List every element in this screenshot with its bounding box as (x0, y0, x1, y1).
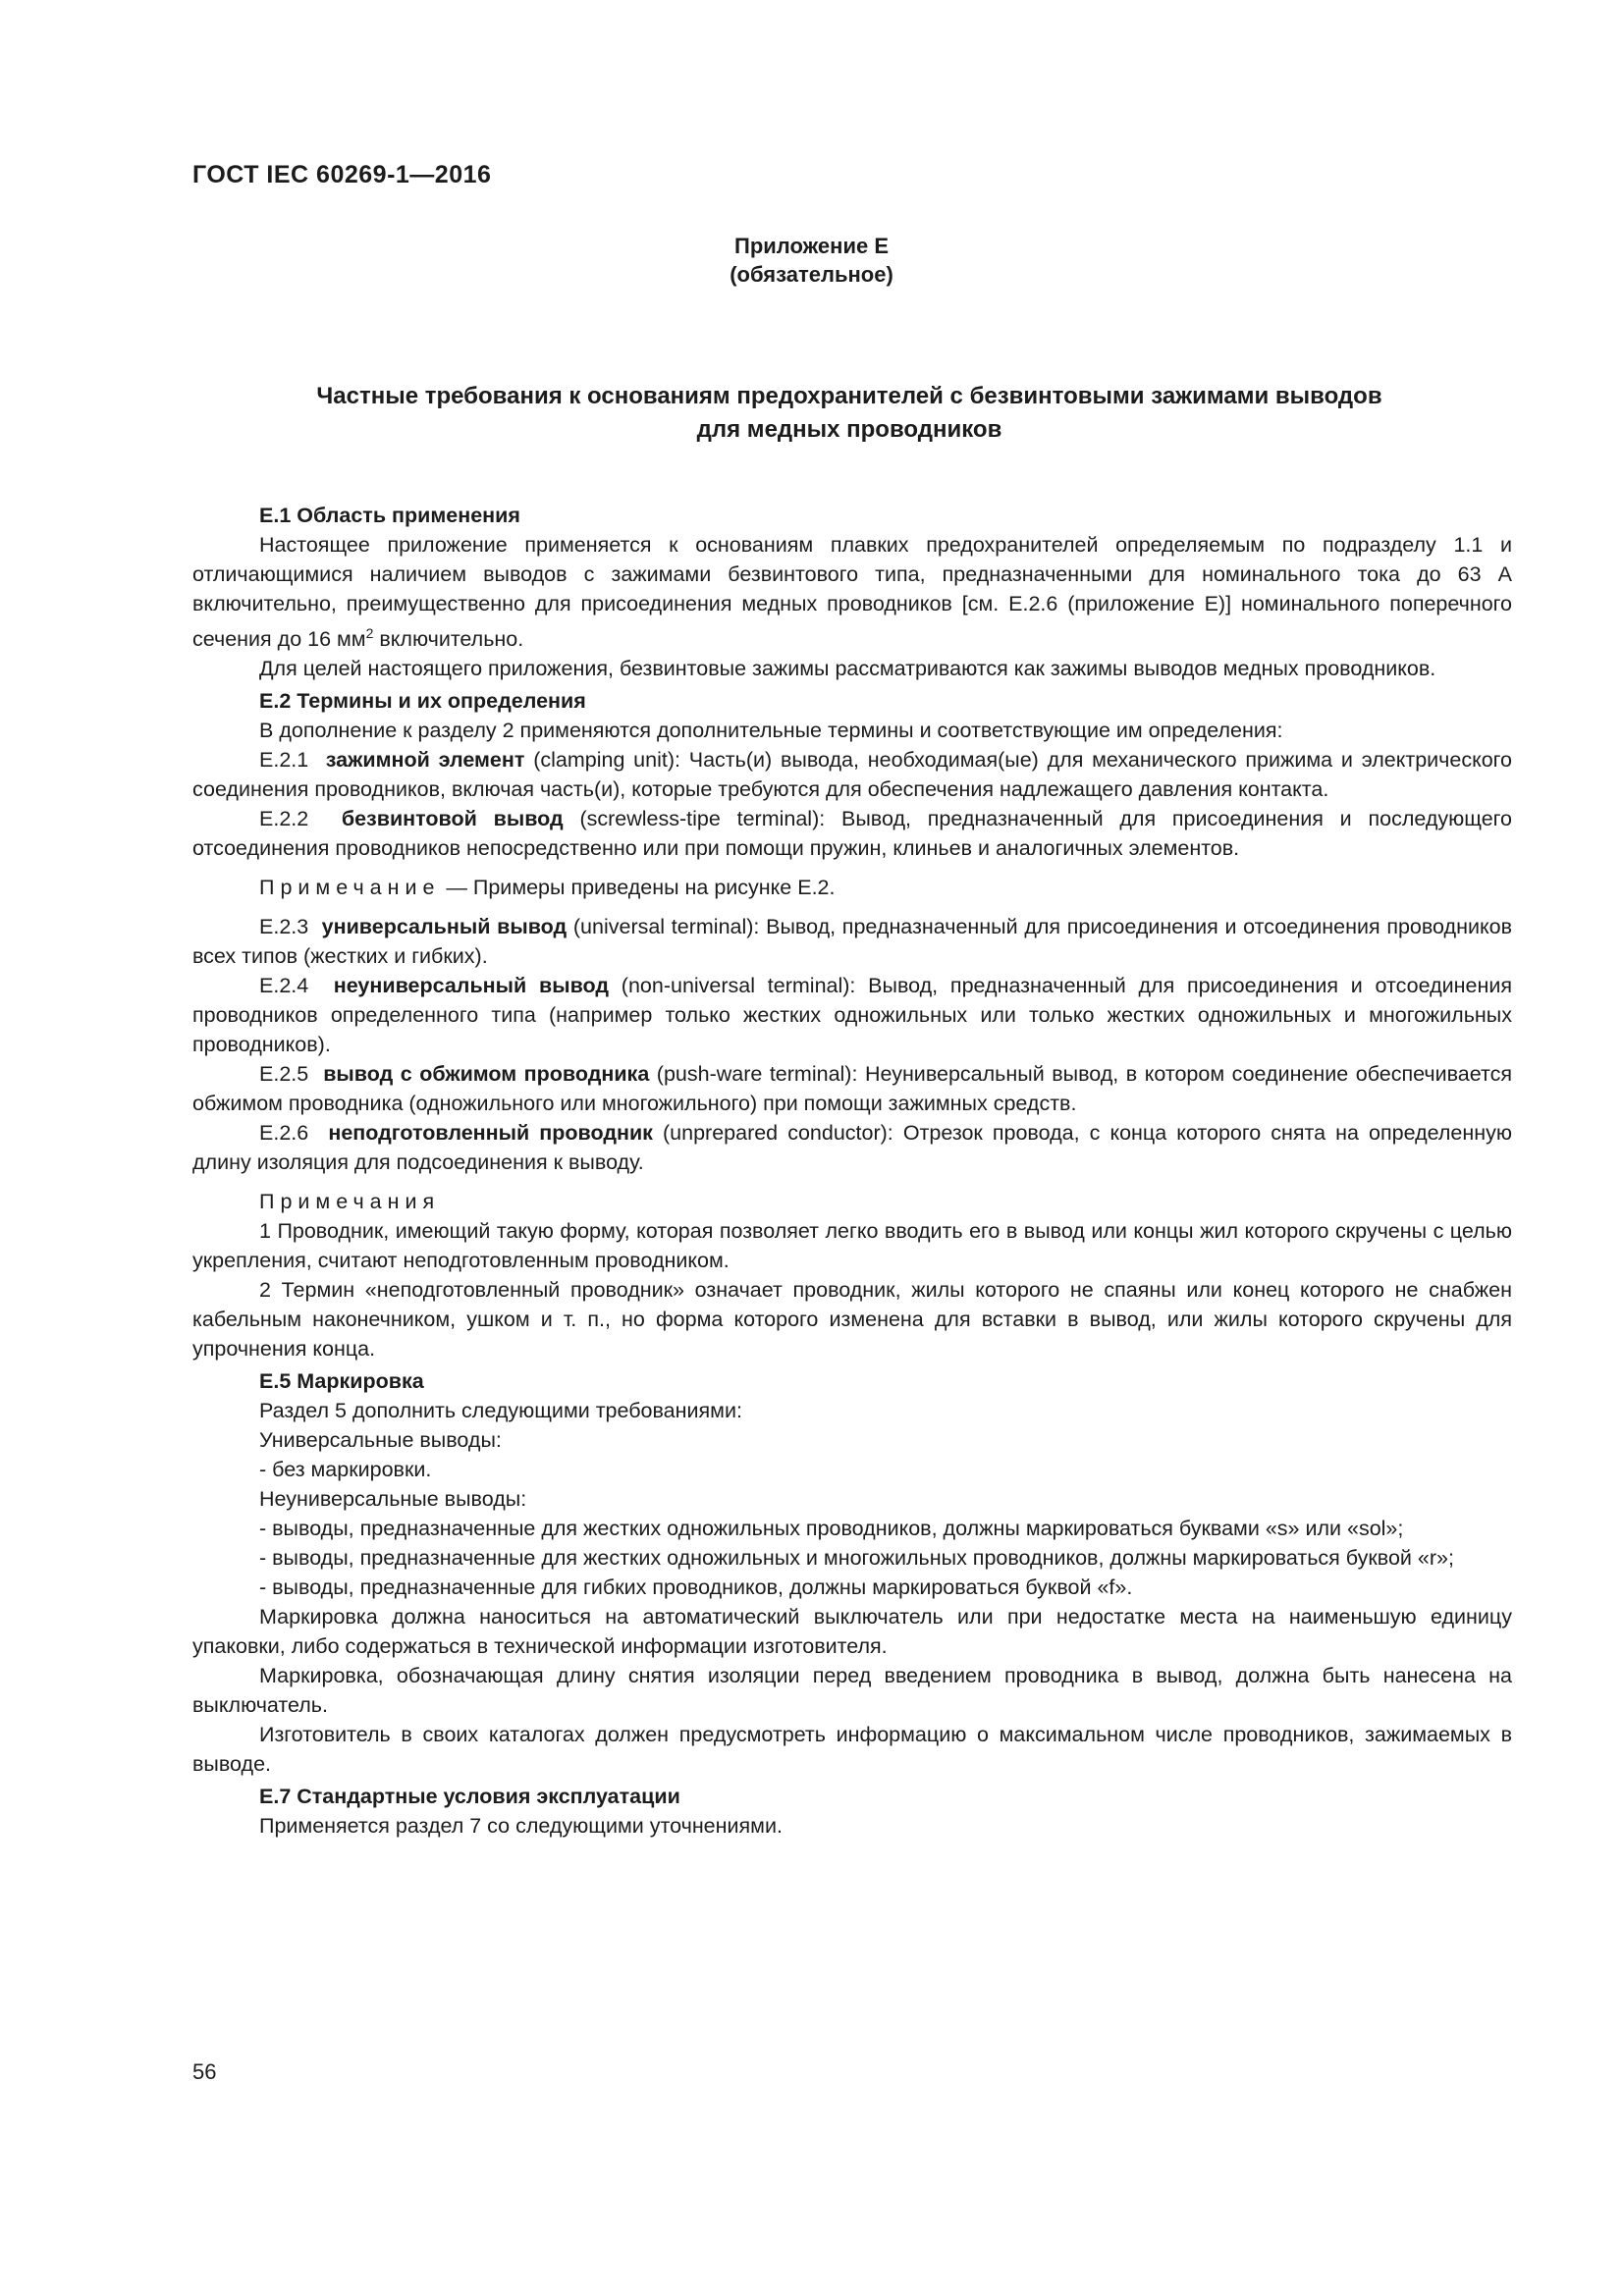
section-heading-e5: Е.5 Маркировка (259, 1369, 424, 1394)
section-heading-e2: Е.2 Термины и их определения (259, 689, 586, 714)
e5-paragraph-2: Маркировка, обозначающая длину снятия изоляции перед введением проводника в вывод, должна быть нанесена на выключатель. (192, 1664, 1512, 1718)
e5-line-4: Неуниверсальные выводы: (259, 1487, 527, 1512)
section-heading-e7: Е.7 Стандартные условия эксплуатации (259, 1785, 680, 1809)
e5-line-2: Универсальные выводы: (259, 1428, 502, 1453)
paragraph-e1-purpose: Для целей настоящего приложения, безвинтовые зажимы рассматриваются как зажимы выводов медных проводников. (259, 657, 1436, 681)
section-heading-e1: Е.1 Область применения (259, 504, 520, 527)
annex-heading-line-2: для медных проводников (696, 416, 1002, 443)
page-number: 56 (192, 2059, 217, 2084)
e5-line-5: - выводы, предназначенные для жестких одножильных проводников, должны маркироваться буквами «s» или «sol»; (259, 1517, 1404, 1541)
e5-line-7: - выводы, предназначенные для гибких проводников, должны маркироваться буквой «f». (259, 1575, 1133, 1600)
annex-status: (обязательное) (730, 262, 893, 287)
notes-label: Примечания (259, 1190, 441, 1214)
standard-header: ГОСТ IEC 60269-1—2016 (192, 161, 492, 188)
term-e2-5: Е.2.5 вывод с обжимом проводника (push-ware terminal): Неуниверсальный вывод, в котором соединение обеспечивается обжимом проводника (одножильного или многожильного) при помощи зажимных средств. (192, 1062, 1512, 1116)
e5-line-1: Раздел 5 дополнить следующими требованиями: (259, 1399, 742, 1423)
note-figure-e2: Примечание — Примеры приведены на рисунке Е.2. (259, 876, 836, 900)
term-e2-4: Е.2.4 неуниверсальный вывод (non-universal terminal): Вывод, предназначенный для присоединения и отсоединения проводников определенного типа (например только жестких одножильных или только жестких одножильных и многожильных проводников). (192, 974, 1512, 1057)
document-body (192, 498, 1512, 1841)
e5-line-3: - без маркировки. (259, 1458, 432, 1482)
e7-paragraph-1: Применяется раздел 7 со следующими уточнениями. (259, 1814, 783, 1839)
note-item-2: 2 Термин «неподготовленный проводник» означает проводник, жилы которого не спаяны или конец которого не снабжен кабельным наконечником, ушком и т. п., но форма которого изменена для вставки в вывод, или жилы которого скручены для упрочнения конца. (192, 1278, 1512, 1362)
term-e2-3: Е.2.3 универсальный вывод (universal terminal): Вывод, предназначенный для присоединения и отсоединения проводников всех типов (жестких и гибких). (192, 915, 1512, 969)
term-e2-2: Е.2.2 безвинтовой вывод (screwless-tipe terminal): Вывод, предназначенный для присоединения и последующего отсоединения проводников непосредственно или при помощи пружин, клиньев и аналогичных элементов. (192, 807, 1513, 861)
annex-block (0, 232, 1623, 289)
term-e2-6: Е.2.6 неподготовленный проводник (unprepared conductor): Отрезок провода, с конца которого снята на определенную длину изоляция для подсоединения к выводу. (192, 1121, 1512, 1175)
annex-heading (192, 380, 1506, 447)
annex-title: Приложение Е (734, 234, 889, 258)
paragraph-e2-intro: В дополнение к разделу 2 применяются дополнительные термины и соответствующие им определения: (259, 719, 1283, 743)
e5-paragraph-1: Маркировка должна наноситься на автоматический выключатель или при недостатке места на наименьшую единицу упаковки, либо содержаться в технической информации изготовителя. (192, 1605, 1512, 1659)
note-item-1: 1 Проводник, имеющий такую форму, которая позволяет легко вводить его в вывод или концы жил которого скручены с целью укрепления, считают неподготовленным проводником. (192, 1219, 1512, 1273)
annex-heading-line-1: Частные требования к основаниям предохранителей с безвинтовыми зажимами выводов (316, 383, 1382, 409)
term-e2-1: Е.2.1 зажимной элемент (clamping unit): Часть(и) вывода, необходимая(ые) для механического прижима и электрического соединения проводников, включая часть(и), которые требуются для обеспечения надлежащего давления контакта. (192, 748, 1512, 802)
e5-line-6: - выводы, предназначенные для жестких одножильных и многожильных проводников, должны маркироваться буквой «r»; (259, 1546, 1454, 1571)
paragraph-e1-scope: Настоящее приложение применяется к основаниям плавких предохранителей определяемым по подразделу 1.1 и отличающимися наличием выводов с зажимами безвинтового типа, предназначенными для номинального тока до 63 А включительно, преимущественно для присоединения медных проводников [см. Е.2.6 (приложение Е)] номинального поперечного сечения до 16 $мм^2$ включительно. (192, 533, 1512, 652)
e5-paragraph-3: Изготовитель в своих каталогах должен предусмотреть информацию о максимальном числе проводников, зажимаемых в выводе. (192, 1723, 1512, 1777)
